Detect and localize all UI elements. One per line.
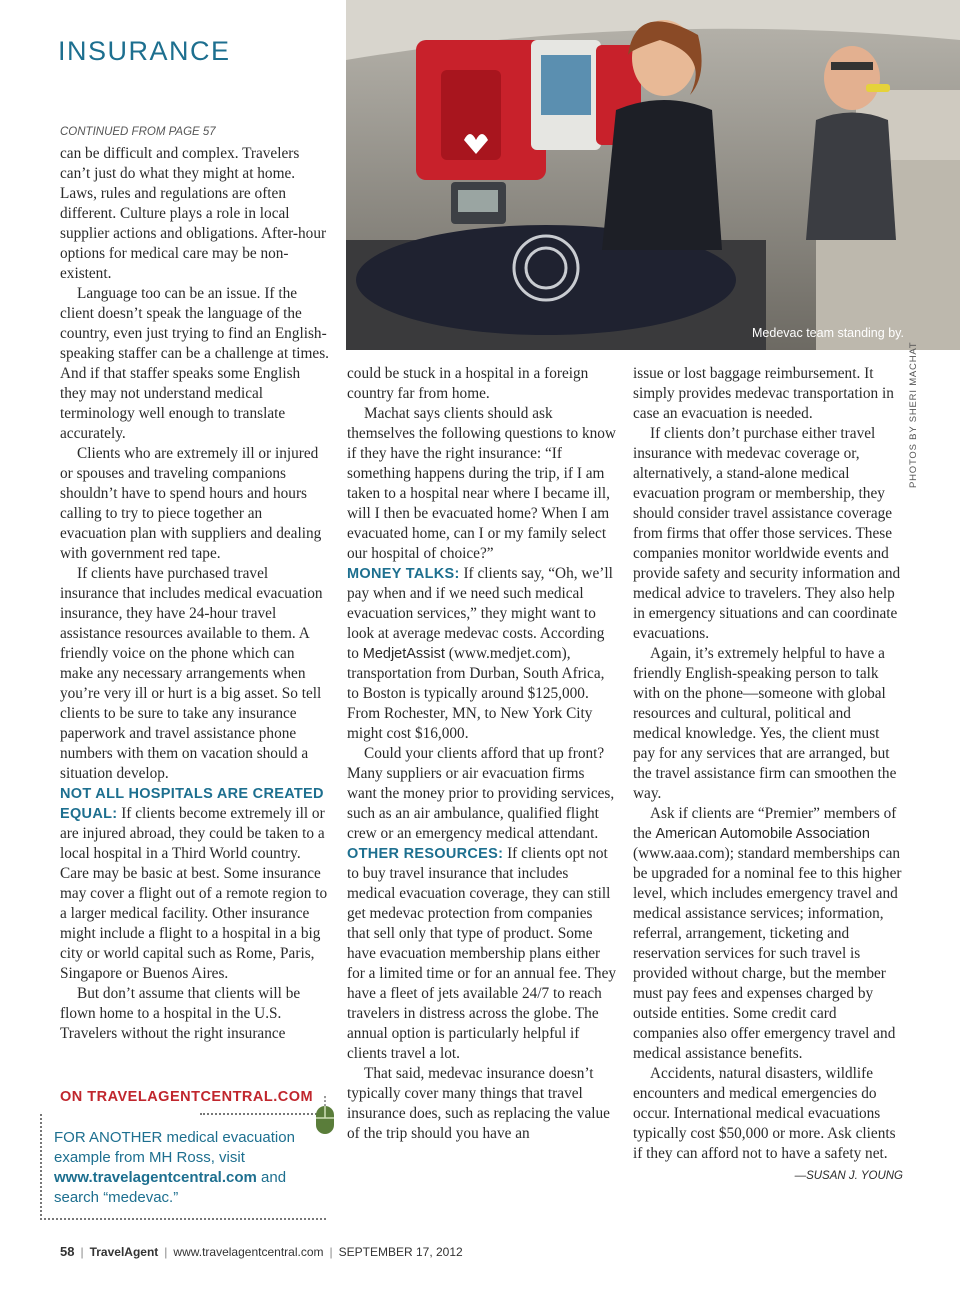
sidebar-text: FOR ANOTHER medical evacuation example from MH Ross, visit www.travelagentcentral.com and search “medevac.”	[54, 1129, 295, 1206]
subhead: NOT ALL HOSPITALS ARE CREATED EQUAL:	[60, 786, 324, 822]
paragraph: If clients have purchased travel insurance that includes medical evacuation insurance, they have 24-hour travel assistance resources available to them. A friendly voice on the phone which can make any necessary arrangements when you’re very ill or hurt is a big asset. So tell clients to be sure to take any insurance paperwork and travel assistance phone numbers with them on vacation should a situation develop.	[60, 565, 323, 782]
paragraph: Machat says clients should ask themselves the following questions to know if they have the right insurance: “If something happens during the trip, if I am taken to a hospital near where I became ill, will I then be evacuated home? When I am evacuated home, can I or my family select our hospital of choice?”	[347, 405, 616, 562]
sidebar-box-top	[200, 1113, 324, 1115]
paragraph: But don’t assume that clients will be flown home to a hospital in the U.S. Travelers without the right insurance	[60, 985, 301, 1042]
paragraph: can be difficult and complex. Travelers can’t just do what they might at home. Laws, rules and regulations are often different. Culture plays a role in local supplier actions and obligations. After-hour options for medical care may be non-existent.	[60, 145, 327, 282]
photo-caption: Medevac team standing by.	[752, 326, 904, 340]
subhead: OTHER RESOURCES:	[347, 846, 504, 862]
continued-from: CONTINUED FROM PAGE 57	[60, 126, 216, 138]
paragraph: Accidents, natural disasters, wildlife encounters and medical emergencies do occur. International medical evacuations typically cost $50,000 or more. Ask clients if they can afford not to have a safety net. —SUSAN J. YOUNG	[633, 1064, 903, 1164]
page-footer: 58 | TravelAgent | www.travelagentcentral.com | SEPTEMBER 17, 2012	[60, 1244, 463, 1259]
paragraph: Clients who are extremely ill or injured or spouses and traveling companions shouldn’t have to spend hours and hours calling to try to piece together an evacuation plan with suppliers and dealing with government red tape.	[60, 445, 322, 562]
article-column-3	[633, 364, 903, 1186]
paragraph: Again, it’s extremely helpful to have a friendly English-speaking person to talk with on the phone—someone with global resources and cultural, political and medical knowledge. Yes, the client must pay for any services that are arranged, but the travel assistance firm can smoothen the way.	[633, 645, 897, 802]
paragraph: issue or lost baggage reimbursement. It simply provides medevac transportation in case an evacuation is needed.	[633, 365, 894, 422]
page-number: 58	[60, 1244, 75, 1259]
magazine-brand: TravelAgent	[89, 1245, 159, 1259]
footer-url: www.travelagentcentral.com	[173, 1245, 324, 1259]
paragraph: OTHER RESOURCES: If clients opt not to buy travel insurance that includes medical evacuation coverage, they can still get medevac protection from companies that sell only that type of product. Some have evacuation membership plans either for a limited time or for an annual fee. They have a fleet of jets available 24/7 to reach travelers in distress across the globe. The annual option is particularly helpful if clients travel a lot.	[347, 845, 617, 1062]
article-column-2	[347, 364, 617, 1144]
photo-credit: PHOTOS BY SHERI MACHAT	[908, 341, 919, 488]
sidebar-link[interactable]: www.travelagentcentral.com	[54, 1169, 257, 1186]
paragraph: could be stuck in a hospital in a foreign country far from home.	[347, 365, 589, 402]
issue-date: SEPTEMBER 17, 2012	[338, 1245, 463, 1259]
section-title: INSURANCE	[58, 36, 231, 66]
paragraph: Language too can be an issue. If the client doesn’t speak the language of the country, even just trying to find an English-speaking staffer can be a challenge at times. And if that staffer speaks some English they may not understand medical terminology well enough to translate accurately.	[60, 285, 329, 442]
company-name: American Automobile Association	[655, 826, 870, 842]
paragraph: MONEY TALKS: If clients say, “Oh, we’ll pay when and if we need such medical evacuation services,” they might want to look at average medevac costs. According to MedjetAssist (www.medjet.com), transportation from Durban, South Africa, to Boston is typically around $125,000. From Rochester, MN, to New York City might cost $16,000.	[347, 565, 613, 742]
company-name: MedjetAssist	[362, 646, 445, 662]
article-column-1	[60, 144, 330, 1044]
paragraph: NOT ALL HOSPITALS ARE CREATED EQUAL: If clients become extremely ill or are injured abroad, they could be taken to a local hospital in a Third World country. Care may be basic at best. Some insurance may cover a flight out of a remote region to a larger medical facility. Other insurance might include a flight to a hospital in a big city or world capital such as Rome, Paris, Singapore or Buenos Aires.	[60, 786, 328, 982]
sidebar-heading: ON TRAVELAGENTCENTRAL.COM	[60, 1089, 314, 1105]
mouse-icon	[313, 1096, 337, 1136]
paragraph: Could your clients afford that up front? Many suppliers or air evacuation firms want the money prior to providing services, such as an air ambulance, qualified flight crew or an emergency medical attendant.	[347, 745, 615, 842]
medevac-photo	[346, 0, 960, 350]
byline: —SUSAN J. YOUNG	[794, 1170, 903, 1182]
paragraph: If clients don’t purchase either travel insurance with medevac coverage or, alternatively, a stand-alone medical evacuation program or membership, they should consider travel assistance coverage from firms that offer those services. These companies monitor worldwide events and provide safety and security information and medical advice to travelers. They also help in emergency situations and can coordinate evacuations.	[633, 425, 901, 642]
subhead: MONEY TALKS:	[347, 566, 460, 582]
paragraph: Ask if clients are “Premier” members of the American Automobile Association (www.aaa.com); standard memberships can be upgraded for a nominal fee to this higher level, which includes emergency travel and medical assistance services; information, referral, arrangement, ticketing and reservation services for such travel is provided without charge, but the member must pay fees and expenses charged by outside entities. Some credit card companies also offer emergency travel and medical assistance benefits.	[633, 805, 902, 1062]
paragraph: That said, medevac insurance doesn’t typically cover many things that travel insurance does, such as replacing the value of the trip should you have an	[347, 1065, 610, 1142]
